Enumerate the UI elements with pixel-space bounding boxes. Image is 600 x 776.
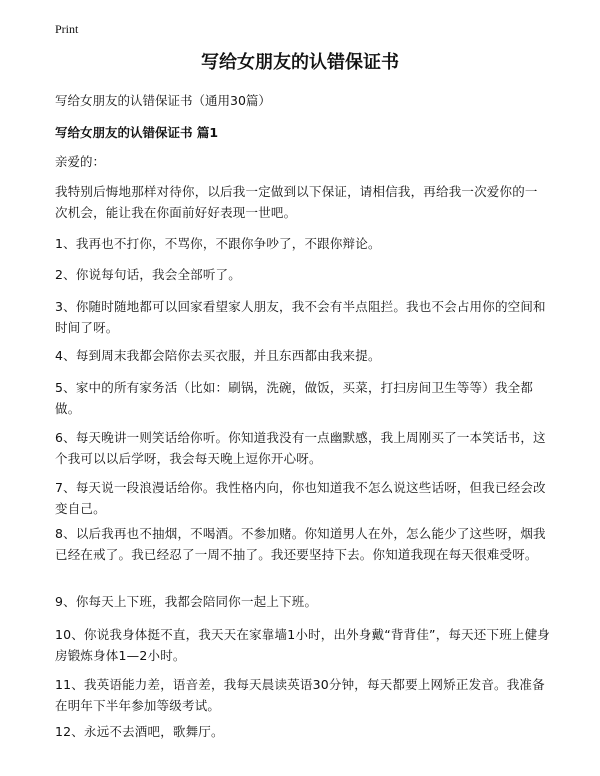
list-item: 10、你说我身体挺不直，我天天在家靠墙1小时，出外身戴“背背佳”，每天还下班上健身房锻炼身体1—2小时。 bbox=[55, 627, 551, 663]
section-heading: 写给女朋友的认错保证书 篇1 bbox=[55, 125, 219, 140]
list-item: 11、我英语能力差，语音差，我每天晨读英语30分钟，每天都要上网矫正发音。我准备在明年下半年参加等级考试。 bbox=[55, 677, 545, 713]
list-item: 3、你随时随地都可以回家看望家人朋友，我不会有半点阻拦。我也不会占用你的空间和时间了呀。 bbox=[55, 299, 546, 335]
list-item: 5、家中的所有家务活（比如：刷锅，洗碗，做饭，买菜，打扫房间卫生等等）我全都做。 bbox=[55, 380, 534, 416]
list-item: 9、你每天上下班，我都会陪同你一起上下班。 bbox=[55, 594, 318, 609]
document-title: 写给女朋友的认错保证书 bbox=[201, 52, 399, 73]
list-item: 8、以后我再也不抽烟，不喝酒。不参加赌。你知道男人在外，怎么能少了这些呀，烟我已经在戒了。我已经忍了一周不抽了。我还要坚持下去。你知道我现在每天很难受呀。 bbox=[55, 526, 546, 562]
list-item: 7、每天说一段浪漫话给你。我性格内向，你也知道我不怎么说这些话呀，但我已经会改变自己。 bbox=[55, 480, 546, 516]
greeting: 亲爱的： bbox=[55, 154, 106, 169]
list-item: 12、永远不去酒吧，歌舞厅。 bbox=[55, 724, 224, 739]
list-item: 4、每到周末我都会陪你去买衣服，并且东西都由我来提。 bbox=[55, 348, 381, 363]
list-item: 1、我再也不打你，不骂你，不跟你争吵了，不跟你辩论。 bbox=[55, 236, 381, 251]
paragraph-intro: 我特别后悔地那样对待你，以后我一定做到以下保证，请相信我，再给我一次爱你的一次机会，能让我在你面前好好表现一世吧。 bbox=[55, 184, 538, 220]
print-link[interactable]: Print bbox=[55, 22, 79, 36]
list-item: 2、你说每句话，我会全部听了。 bbox=[55, 267, 241, 282]
list-item: 6、每天晚讲一则笑话给你听。你知道我没有一点幽默感，我上周刚买了一本笑话书，这个我可以以后学呀，我会每天晚上逗你开心呀。 bbox=[55, 430, 546, 466]
document-subtitle: 写给女朋友的认错保证书（通用30篇） bbox=[55, 93, 271, 108]
